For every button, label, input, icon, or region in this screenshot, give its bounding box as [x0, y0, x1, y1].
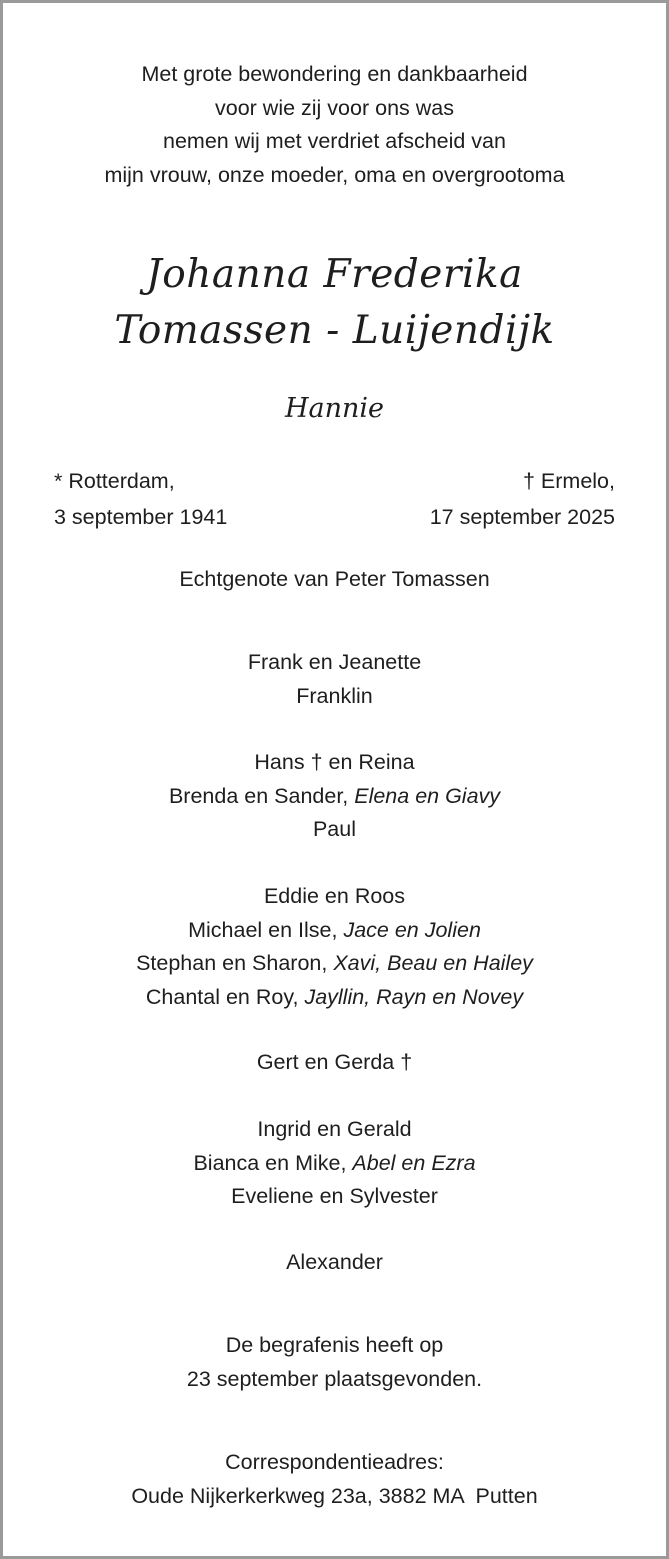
- family-names: Paul: [312, 817, 357, 841]
- funeral-line: 23 september plaatsgevonden.: [186, 1366, 483, 1391]
- family-group: [3, 1046, 666, 1080]
- family-names: Brenda en Sander,: [168, 783, 355, 808]
- deceased-name: [3, 247, 666, 359]
- family-line: [3, 646, 666, 680]
- grandchildren-names: Elena en Giavy: [354, 783, 501, 808]
- funeral-line: De begrafenis heeft op: [225, 1333, 444, 1357]
- grandchildren-names: Jayllin, Rayn en Novey: [304, 984, 524, 1009]
- intro-line: Met grote bewondering en dankbaarheid: [141, 62, 528, 86]
- intro-line: mijn vrouw, onze moeder, oma en overgrootoma: [104, 162, 565, 187]
- birth-date: 3 september 1941: [54, 505, 228, 529]
- family-line: [3, 947, 666, 981]
- family-names: Chantal en Roy,: [145, 984, 305, 1009]
- family-names: Bianca en Mike,: [193, 1150, 353, 1175]
- grandchildren-names: Abel en Ezra: [352, 1150, 476, 1175]
- nickname: Hannie: [284, 393, 385, 424]
- birth-place: * Rotterdam,: [54, 469, 175, 493]
- name-line-2: Tomassen - Luijendijk: [114, 308, 555, 353]
- family-line: [3, 1246, 666, 1280]
- funeral-notice: [3, 1329, 666, 1396]
- birth-info: [54, 463, 227, 535]
- family-group: [3, 646, 666, 713]
- family-line: [3, 880, 666, 914]
- spouse-line: Echtgenote van Peter Tomassen: [179, 567, 490, 591]
- family-names: Stephan en Sharon,: [136, 951, 334, 975]
- family-names: Frank en Jeanette: [247, 650, 422, 674]
- family-line: [3, 746, 666, 780]
- family-names: Hans † en Reina: [254, 750, 415, 774]
- death-place: † Ermelo,: [522, 469, 615, 493]
- grandchildren-names: Jace en Jolien: [343, 917, 481, 942]
- family-line: [3, 914, 666, 948]
- family-line: [3, 1180, 666, 1214]
- address-value: Oude Nijkerkerkweg 23a, 3882 MA Putten: [131, 1483, 538, 1508]
- family-group: [3, 1113, 666, 1214]
- family-names: Eveliene en Sylvester: [231, 1184, 438, 1208]
- family-group: [3, 746, 666, 847]
- correspondence-address: [3, 1446, 666, 1513]
- family-line: [3, 813, 666, 847]
- intro-text: [3, 58, 666, 192]
- family-line: [3, 1147, 666, 1181]
- address-label: Correspondentieadres:: [225, 1450, 444, 1474]
- family-group: [3, 880, 666, 1014]
- family-names: Franklin: [296, 683, 373, 708]
- family-names: Eddie en Roos: [263, 884, 406, 908]
- family-names: Gert en Gerda †: [256, 1050, 413, 1074]
- family-line: [3, 1113, 666, 1147]
- family-group: [3, 1246, 666, 1280]
- family-line: [3, 981, 666, 1015]
- family-line: [3, 780, 666, 814]
- grandchildren-names: Xavi, Beau en Hailey: [333, 951, 533, 975]
- family-names: Ingrid en Gerald: [257, 1117, 412, 1141]
- family-names: Michael en Ilse,: [188, 917, 344, 942]
- death-info: [430, 463, 615, 535]
- intro-line: voor wie zij voor ons was: [215, 95, 454, 120]
- intro-line: nemen wij met verdriet afscheid van: [163, 129, 506, 153]
- family-line: [3, 680, 666, 714]
- family-line: [3, 1046, 666, 1080]
- death-date: 17 september 2025: [429, 505, 615, 529]
- family-names: Alexander: [286, 1250, 383, 1274]
- name-line-1: Johanna Frederika: [146, 252, 523, 297]
